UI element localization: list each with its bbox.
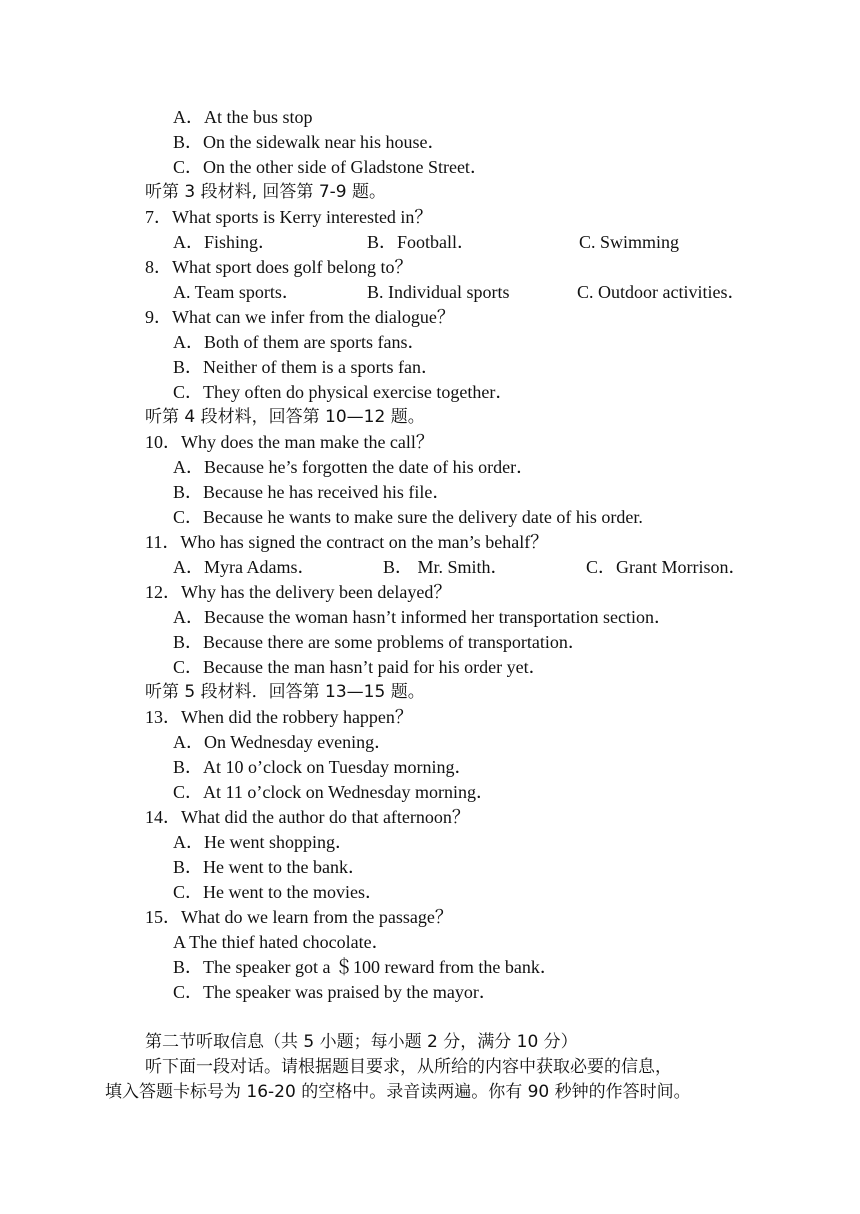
option-a: A．Myra Adams．: [173, 557, 316, 577]
part-heading: 第二节听取信息（共 5 小题；每小题 2 分，满分 10 分）: [145, 1032, 578, 1052]
option-c: C．Grant Morrison．: [586, 557, 747, 577]
question-text: 10．Why does the man make the call？: [145, 432, 434, 452]
question-text: 9．What can we infer from the dialogue？: [145, 307, 455, 327]
option-line: A．Because the woman hasn’t informed her transportation section．: [173, 607, 673, 627]
option-line: B．He went to the bank．: [173, 857, 366, 877]
option-line: B．Because there are some problems of transportation．: [173, 632, 586, 652]
option-line: A．At the bus stop: [173, 107, 313, 127]
question-text: 12．Why has the delivery been delayed？: [145, 582, 452, 602]
section-heading: 听第 4 段材料，回答第 10—12 题。: [145, 407, 425, 427]
option-line: B．Neither of them is a sports fan．: [173, 357, 439, 377]
question-text: 15．What do we learn from the passage？: [145, 907, 453, 927]
option-a: A．Fishing．: [173, 232, 277, 252]
option-c: C. Swimming: [579, 232, 680, 252]
option-line: C．On the other side of Gladstone Street．: [173, 157, 488, 177]
option-b: B. Individual sports: [367, 282, 510, 302]
option-line: C．They often do physical exercise together．: [173, 382, 514, 402]
question-text: 11．Who has signed the contract on the man’s behalf？: [145, 532, 549, 552]
option-a: A. Team sports．: [173, 282, 300, 302]
option-line: B．On the sidewalk near his house．: [173, 132, 446, 152]
option-line: C．Because the man hasn’t paid for his order yet．: [173, 657, 547, 677]
instruction-text: 填入答题卡标号为 16-20 的空格中。录音读两遍。你有 90 秒钟的作答时间。: [105, 1082, 691, 1102]
option-line: B．Because he has received his file．: [173, 482, 451, 502]
option-line: C．The speaker was praised by the mayor．: [173, 982, 497, 1002]
option-line: A．On Wednesday evening．: [173, 732, 393, 752]
section-heading: 听第 3 段材料, 回答第 7-9 题。: [145, 182, 387, 202]
option-line: B．At 10 o’clock on Tuesday morning．: [173, 757, 473, 777]
section-heading: 听第 5 段材料．回答第 13—15 题。: [145, 682, 425, 702]
question-text: 13．When did the robbery happen？: [145, 707, 413, 727]
instruction-text: 听下面一段对话。请根据题目要求，从所给的内容中获取必要的信息，: [145, 1057, 672, 1077]
option-line: B．The speaker got a ＄100 reward from the bank．: [173, 957, 558, 977]
option-b: B．Football．: [367, 232, 476, 252]
option-b: B． Mr. Smith．: [383, 557, 509, 577]
option-line: C．Because he wants to make sure the delivery date of his order.: [173, 507, 643, 527]
option-line: A．He went shopping．: [173, 832, 353, 852]
option-line: C．At 11 o’clock on Wednesday morning．: [173, 782, 495, 802]
option-line: C．He went to the movies．: [173, 882, 383, 902]
option-line: A．Both of them are sports fans．: [173, 332, 426, 352]
option-row: [0, 555, 860, 580]
question-text: 8．What sport does golf belong to？: [145, 257, 413, 277]
option-line: A．Because he’s forgotten the date of his order．: [173, 457, 535, 477]
question-text: 14．What did the author do that afternoon？: [145, 807, 470, 827]
option-c: C. Outdoor activities．: [577, 282, 746, 302]
option-row: [0, 280, 860, 305]
option-line: A The thief hated chocolate．: [173, 932, 390, 952]
question-text: 7．What sports is Kerry interested in？: [145, 207, 433, 227]
option-row: [0, 230, 860, 255]
